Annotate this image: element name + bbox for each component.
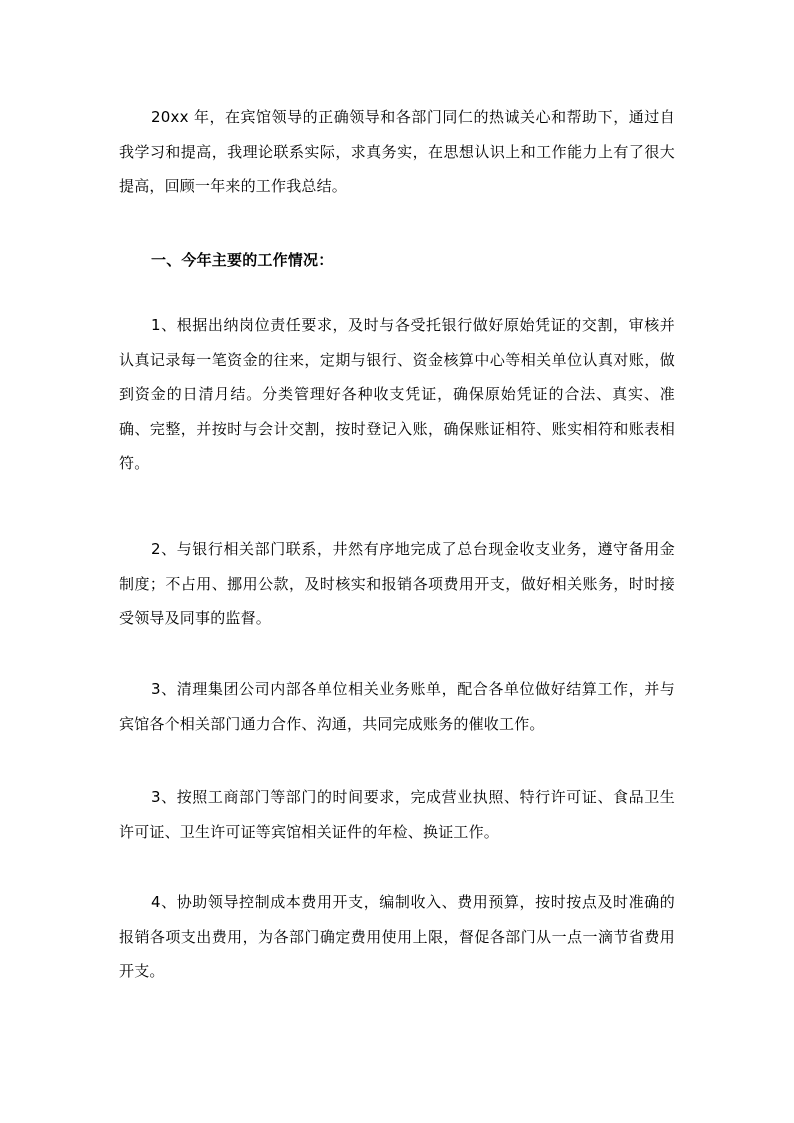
intro-paragraph: 20xx 年，在宾馆领导的正确领导和各部门同仁的热诚关心和帮助下，通过自我学习和提高，我理论联系实际，求真务实，在思想认识上和工作能力上有了很大提高，回顾一年来的工作我总结。: [119, 108, 675, 195]
item-paragraph-2: 2、与银行相关部门联系，井然有序地完成了总台现金收支业务，遵守备用金制度；不占用、挪用公款，及时核实和报销各项费用开支，做好相关账务，时时接受领导及同事的监督。: [119, 540, 675, 627]
item-paragraph-4: 4、协助领导控制成本费用开支，编制收入、费用预算，按时按点及时准确的报销各项支出费用，为各部门确定费用使用上限，督促各部门从一点一滴节省费用开支。: [119, 893, 675, 980]
section-heading: 一、今年主要的工作情况：: [151, 251, 334, 269]
item-paragraph-3b: 3、按照工商部门等部门的时间要求，完成营业执照、特行许可证、食品卫生许可证、卫生许可证等宾馆相关证件的年检、换证工作。: [119, 788, 675, 841]
item-paragraph-1: 1、根据出纳岗位责任要求，及时与各受托银行做好原始凭证的交割，审核并认真记录每一笔资金的往来，定期与银行、资金核算中心等相关单位认真对账，做到资金的日清月结。分类管理好各种收支凭证，确保原始凭证的合法、真实、准确、完整，并按时与会计交割，按时登记入账，确保账证相符、账实相符和账表相符。: [119, 316, 675, 472]
item-paragraph-3: 3、清理集团公司内部各单位相关业务账单，配合各单位做好结算工作，并与宾馆各个相关部门通力合作、沟通，共同完成账务的催收工作。: [119, 680, 675, 733]
